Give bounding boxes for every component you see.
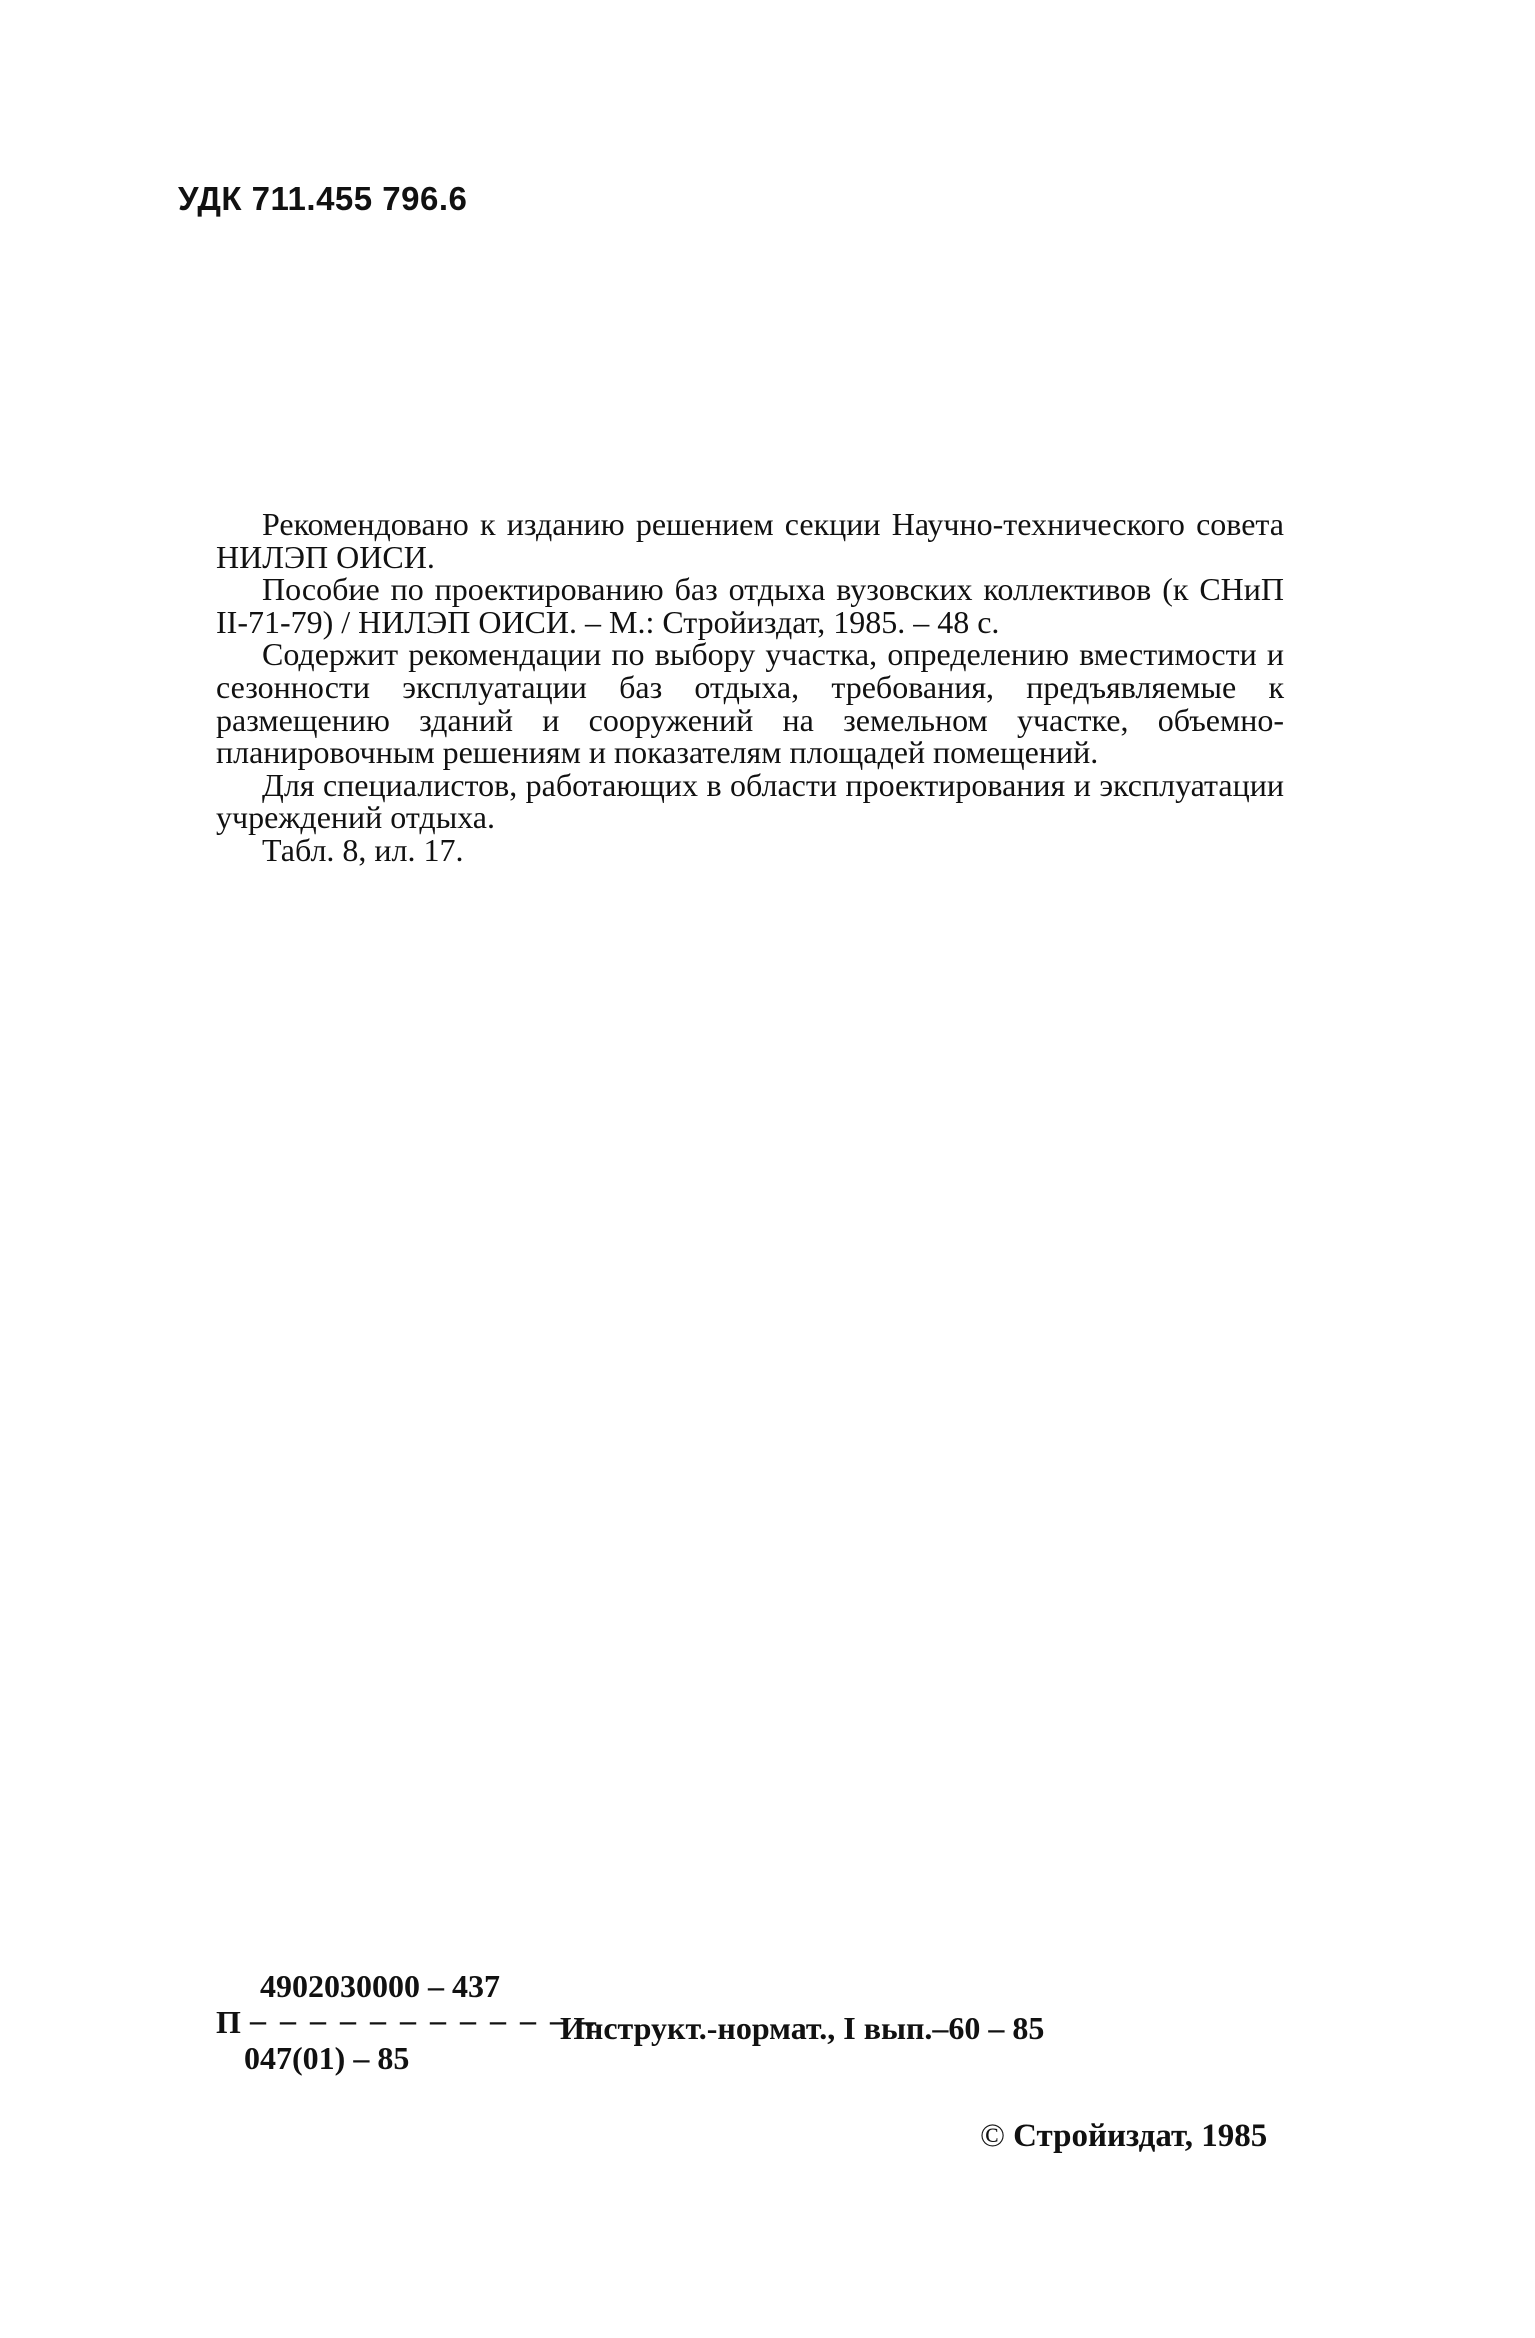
udk-code: УДК 711.455 796.6	[178, 180, 468, 217]
copyright-line	[980, 2118, 1267, 2155]
recommendation-paragraph: Рекомендовано к изданию решением секции Научно-технического совета НИЛЭП ОИСИ.	[216, 506, 1284, 575]
copyright-icon: ©	[980, 2118, 1006, 2154]
code-denominator: 047(01) – 85	[244, 2040, 410, 2076]
content-paragraph: Содержит рекомендации по выбору участка, определению вместимости и сезонности эксплуатации баз отдыха, требования, предъявляемые к размещению зданий и сооружений на земельном участке, объемно-планировочным решениям и показателям площадей помещений.	[216, 636, 1284, 771]
code-numerator: 4902030000 – 437	[260, 1968, 500, 2004]
code-letter: П	[216, 2004, 241, 2040]
code-fraction-line: – – – – – – – – – – – –	[250, 2002, 599, 2038]
publication-code-block	[216, 1968, 1136, 2078]
tables-count: Табл. 8, ил. 17.	[262, 831, 464, 868]
audience-paragraph: Для специалистов, работающих в области проектирования и эксплуатации учреждений отдыха.	[216, 766, 1284, 836]
instruction-code: Инструкт.-нормат., I вып.–60 – 85	[560, 2010, 1045, 2046]
bibliographic-paragraph: Пособие по проектированию баз отдыха вузовских коллективов (к СНиП II-71-79) / НИЛЭП ОИСИ. – М.: Стройиздат, 1985. – 48 с.	[216, 571, 1284, 640]
copyright-text: Стройиздат, 1985	[1013, 2118, 1268, 2154]
abstract-block	[216, 508, 1284, 867]
